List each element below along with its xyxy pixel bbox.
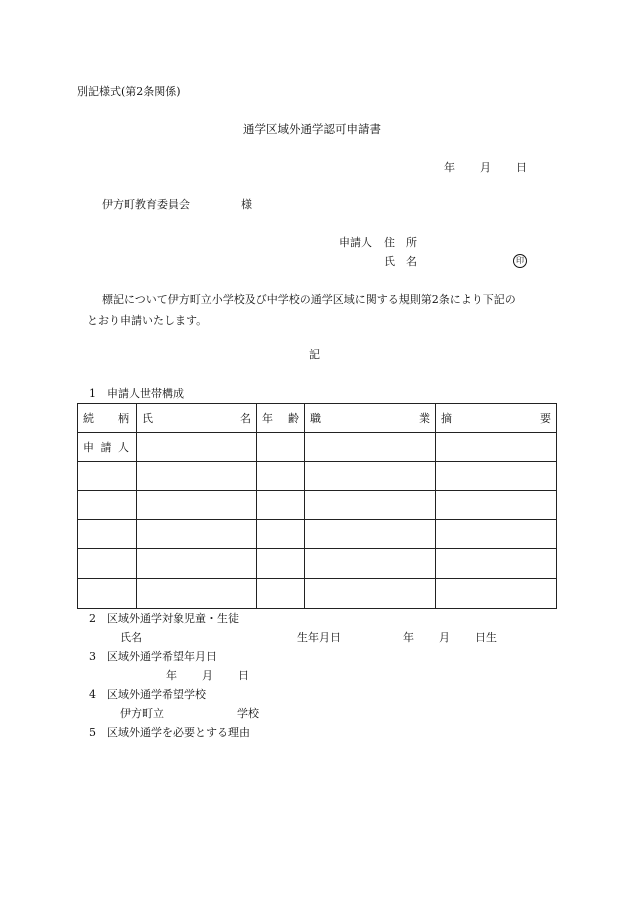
section-3-number: 3 <box>89 650 96 663</box>
table-cell <box>257 433 305 462</box>
table-cell <box>137 549 257 579</box>
table-cell <box>257 491 305 520</box>
table-cell <box>436 520 557 549</box>
section-5-title: 区域外通学を必要とする理由 <box>107 726 250 739</box>
table-cell <box>137 491 257 520</box>
table-cell <box>257 549 305 579</box>
addressee-name: 伊方町教育委員会 <box>102 198 190 211</box>
desired-year: 年 <box>166 669 177 682</box>
body-line-2: とおり申請いたします。 <box>87 314 208 327</box>
section-4-title: 区域外通学希望学校 <box>107 688 206 701</box>
table-cell <box>78 462 137 491</box>
household-table <box>77 403 557 609</box>
table-cell <box>436 491 557 520</box>
table-cell <box>78 579 137 609</box>
table-row <box>78 433 557 462</box>
table-cell <box>78 491 137 520</box>
table-cell <box>257 520 305 549</box>
table-cell <box>436 579 557 609</box>
applicant-address-label: 住 所 <box>384 236 417 249</box>
table-cell <box>137 520 257 549</box>
applicant-name-label: 氏 名 <box>384 255 417 268</box>
desired-month: 月 <box>202 669 213 682</box>
section-1-number: 1 <box>89 387 96 400</box>
student-dob-label: 生年月日 <box>297 631 341 644</box>
table-cell <box>78 520 137 549</box>
date-year-label: 年 <box>444 161 455 174</box>
table-row <box>78 491 557 520</box>
section-4-number: 4 <box>89 688 96 701</box>
date-month-label: 月 <box>480 161 491 174</box>
table-cell <box>305 462 436 491</box>
table-row <box>78 549 557 579</box>
school-suffix: 学校 <box>237 707 259 720</box>
table-cell <box>137 579 257 609</box>
form-reference: 別記様式(第2条関係) <box>77 85 181 98</box>
section-2-number: 2 <box>89 612 96 625</box>
header-age: 年 齢 <box>257 404 305 433</box>
table-cell <box>305 491 436 520</box>
table-header-row <box>78 404 557 433</box>
header-relationship: 続 柄 <box>78 404 137 433</box>
header-name: 氏 名 <box>137 404 257 433</box>
header-remarks: 摘 要 <box>436 404 557 433</box>
applicant-label: 申請人 <box>339 236 372 249</box>
table-cell <box>78 549 137 579</box>
school-prefix: 伊方町立 <box>120 707 164 720</box>
ki-heading: 記 <box>309 348 320 361</box>
student-name-label: 氏名 <box>120 631 142 644</box>
table-cell <box>305 579 436 609</box>
header-occupation: 職 業 <box>305 404 436 433</box>
table-cell <box>436 433 557 462</box>
seal-mark: 印 <box>513 254 527 268</box>
table-cell <box>257 462 305 491</box>
student-dob-year: 年 <box>403 631 414 644</box>
table-cell <box>436 549 557 579</box>
section-1-title: 申請人世帯構成 <box>107 387 184 400</box>
addressee-honorific: 様 <box>241 198 252 211</box>
section-2-title: 区域外通学対象児童・生徒 <box>107 612 239 625</box>
table-row <box>78 520 557 549</box>
section-5-number: 5 <box>89 726 96 739</box>
student-dob-month: 月 <box>439 631 450 644</box>
table-cell <box>137 433 257 462</box>
date-day-label: 日 <box>516 161 527 174</box>
table-cell <box>137 462 257 491</box>
table-cell <box>305 433 436 462</box>
table-row <box>78 579 557 609</box>
body-line-1: 標記について伊方町立小学校及び中学校の通学区域に関する規則第2条により下記の <box>102 293 516 306</box>
form-title: 通学区域外通学認可申請書 <box>243 122 381 136</box>
student-dob-day: 日生 <box>475 631 497 644</box>
applicant-row-label: 申 請 人 <box>78 433 137 462</box>
table-cell <box>436 462 557 491</box>
desired-day: 日 <box>238 669 249 682</box>
table-cell <box>305 549 436 579</box>
table-cell <box>257 579 305 609</box>
section-3-title: 区域外通学希望年月日 <box>107 650 217 663</box>
table-row <box>78 462 557 491</box>
table-cell <box>305 520 436 549</box>
